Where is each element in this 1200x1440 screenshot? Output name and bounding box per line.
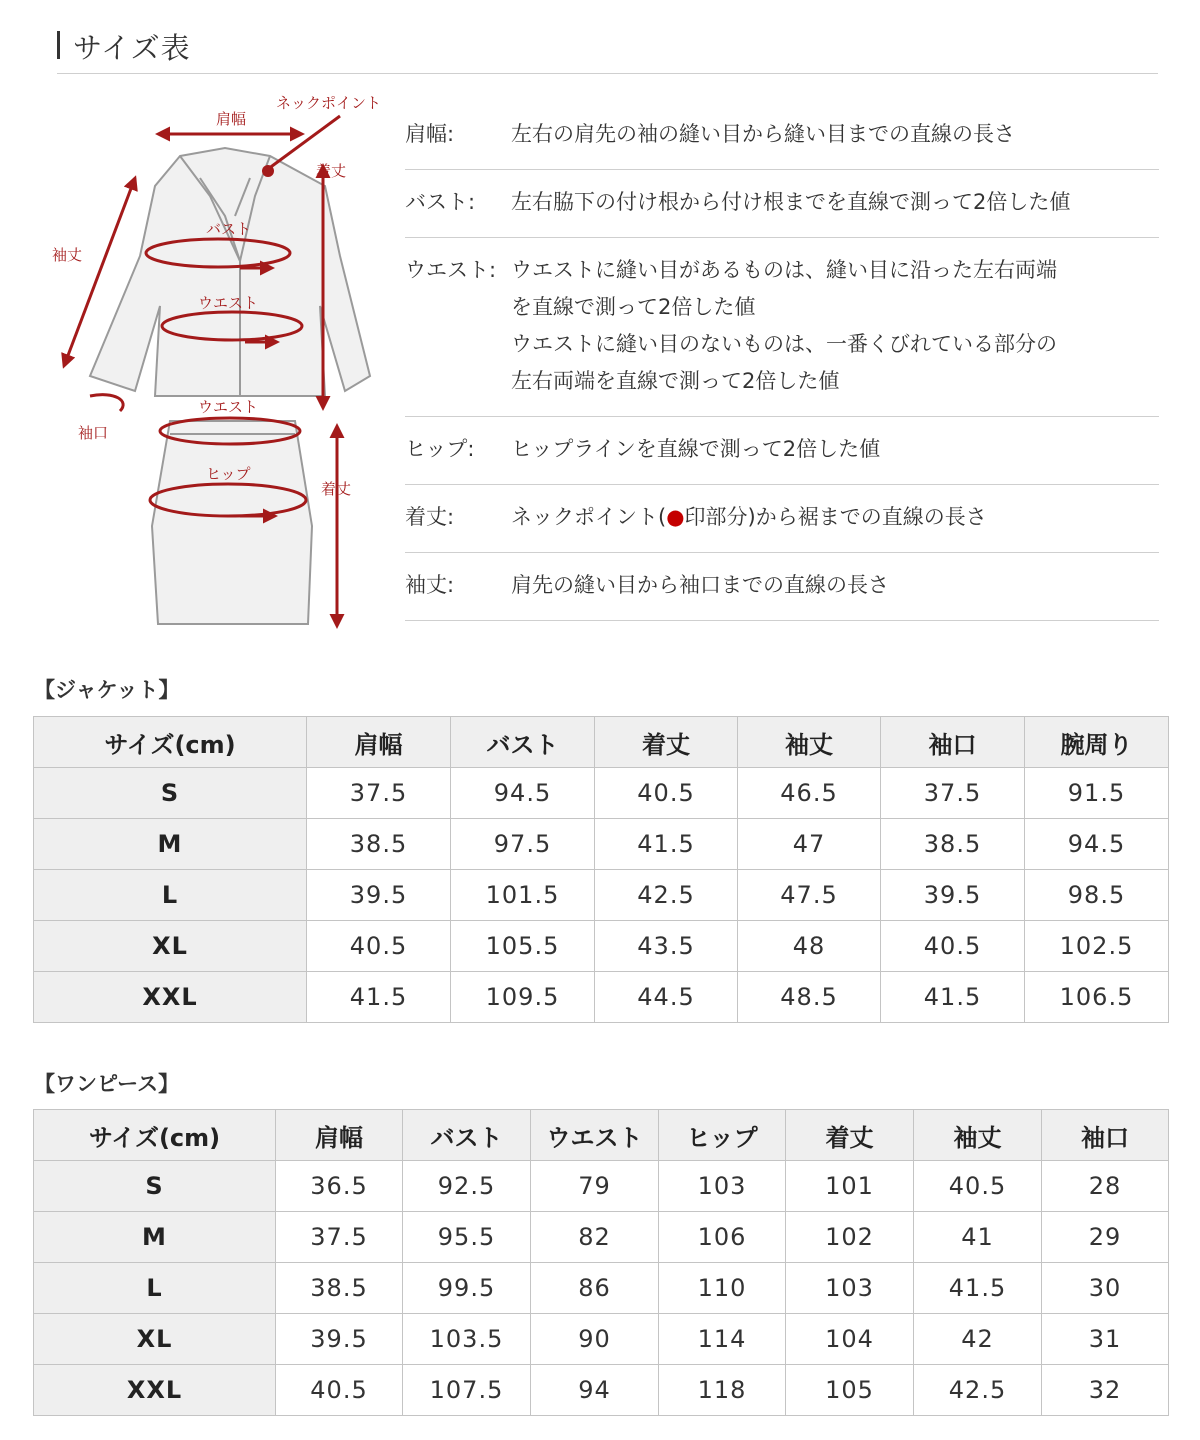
measurement-cell: 110 — [659, 1263, 786, 1314]
definition-term: ヒップ: — [405, 437, 475, 461]
measurement-cell: 103.5 — [403, 1314, 531, 1365]
measurement-cell: 48 — [738, 921, 881, 972]
measurement-cell: 38.5 — [276, 1263, 403, 1314]
table-row — [34, 819, 1169, 870]
measurement-cell: 92.5 — [403, 1161, 531, 1212]
size-label-cell: S — [34, 768, 307, 819]
measurement-cell: 42.5 — [914, 1365, 1042, 1416]
column-header: ウエスト — [531, 1110, 659, 1161]
label-waist-jacket: ウエスト — [198, 294, 259, 312]
measurement-cell: 105 — [786, 1365, 914, 1416]
size-label-cell: M — [34, 1212, 276, 1263]
measurement-cell: 101.5 — [451, 870, 595, 921]
measurement-cell: 29 — [1042, 1212, 1169, 1263]
page-title: サイズ表 — [73, 31, 191, 65]
definition-line: ウエストに縫い目のないものは、一番くびれている部分の — [511, 332, 1057, 356]
measurement-cell: 103 — [659, 1161, 786, 1212]
definition-term: 肩幅: — [405, 122, 455, 146]
column-header: 着丈 — [595, 717, 738, 768]
label-length-skirt: 着丈 — [321, 480, 352, 498]
measurement-cell: 41.5 — [595, 819, 738, 870]
measurement-cell: 44.5 — [595, 972, 738, 1023]
definition-line: を直線で測って2倍した値 — [511, 295, 756, 319]
definition-text: 左右脇下の付け根から付け根までを直線で測って2倍した値 — [511, 190, 1071, 214]
measurement-cell: 31 — [1042, 1314, 1169, 1365]
measurement-cell: 40.5 — [595, 768, 738, 819]
label-waist-skirt: ウエスト — [198, 398, 259, 416]
definition-term: ウエスト: — [405, 258, 497, 282]
measurement-cell: 47 — [738, 819, 881, 870]
measurement-cell: 109.5 — [451, 972, 595, 1023]
column-header: 袖口 — [881, 717, 1025, 768]
table-row — [34, 1314, 1169, 1365]
measurement-cell: 101 — [786, 1161, 914, 1212]
measurement-cell: 103 — [786, 1263, 914, 1314]
definition-text: 肩先の縫い目から袖口までの直線の長さ — [511, 573, 889, 597]
measurement-cell: 43.5 — [595, 921, 738, 972]
measurement-cell: 94.5 — [451, 768, 595, 819]
table-row — [34, 1365, 1169, 1416]
title-accent-bar — [57, 31, 60, 59]
neck-point-dot-icon: ● — [666, 505, 685, 529]
measurement-cell: 105.5 — [451, 921, 595, 972]
column-header: 腕周り — [1025, 717, 1169, 768]
measurement-cell: 94 — [531, 1365, 659, 1416]
definition-length — [405, 485, 1159, 553]
size-label-cell: XXL — [34, 1365, 276, 1416]
table-row — [34, 1212, 1169, 1263]
table-row — [34, 972, 1169, 1023]
definition-hip — [405, 417, 1159, 485]
definition-line: 左右両端を直線で測って2倍した値 — [511, 369, 840, 393]
measurement-cell: 95.5 — [403, 1212, 531, 1263]
measurement-diagram — [40, 86, 400, 646]
measurement-cell: 42 — [914, 1314, 1042, 1365]
measurement-cell: 91.5 — [1025, 768, 1169, 819]
column-header: 袖丈 — [914, 1110, 1042, 1161]
table-row — [34, 768, 1169, 819]
size-label-cell: XXL — [34, 972, 307, 1023]
measurement-cell: 48.5 — [738, 972, 881, 1023]
column-header: バスト — [451, 717, 595, 768]
definition-term: バスト: — [405, 190, 476, 214]
measurement-cell: 37.5 — [276, 1212, 403, 1263]
measurement-cell: 94.5 — [1025, 819, 1169, 870]
definition-waist — [405, 238, 1159, 417]
measurement-cell: 41.5 — [881, 972, 1025, 1023]
definition-text — [511, 499, 1159, 536]
measurement-cell: 40.5 — [881, 921, 1025, 972]
table-row — [34, 870, 1169, 921]
jacket-size-table — [33, 716, 1169, 1023]
measurement-cell: 36.5 — [276, 1161, 403, 1212]
measurement-cell: 37.5 — [881, 768, 1025, 819]
size-label-cell: L — [34, 870, 307, 921]
measurement-cell: 106.5 — [1025, 972, 1169, 1023]
measurement-cell: 90 — [531, 1314, 659, 1365]
measurement-cell: 41.5 — [914, 1263, 1042, 1314]
dress-size-table — [33, 1109, 1169, 1416]
measurement-cell: 114 — [659, 1314, 786, 1365]
measurement-cell: 40.5 — [276, 1365, 403, 1416]
definition-bust — [405, 170, 1159, 238]
table-header-row — [34, 717, 1169, 768]
definition-text-pre: ネックポイント( — [511, 505, 667, 529]
measurement-cell: 42.5 — [595, 870, 738, 921]
column-header: サイズ(cm) — [34, 1110, 276, 1161]
column-header: 着丈 — [786, 1110, 914, 1161]
definition-text: ヒップラインを直線で測って2倍した値 — [511, 437, 881, 461]
size-label-cell: XL — [34, 1314, 276, 1365]
measurement-cell: 107.5 — [403, 1365, 531, 1416]
measurement-cell: 98.5 — [1025, 870, 1169, 921]
label-hip: ヒップ — [206, 465, 251, 483]
section-header — [57, 24, 1158, 74]
measurement-cell: 32 — [1042, 1365, 1169, 1416]
label-bust: バスト — [206, 220, 252, 238]
measurement-cell: 30 — [1042, 1263, 1169, 1314]
measurement-cell: 39.5 — [881, 870, 1025, 921]
measurement-cell: 106 — [659, 1212, 786, 1263]
measurement-cell: 47.5 — [738, 870, 881, 921]
table-row — [34, 1161, 1169, 1212]
column-header: 袖口 — [1042, 1110, 1169, 1161]
measurement-cell: 102 — [786, 1212, 914, 1263]
size-label-cell: XL — [34, 921, 307, 972]
measurement-cell: 39.5 — [276, 1314, 403, 1365]
measurement-cell: 37.5 — [307, 768, 451, 819]
column-header: 肩幅 — [307, 717, 451, 768]
size-label-cell: M — [34, 819, 307, 870]
table-row — [34, 1263, 1169, 1314]
definition-text: 左右の肩先の袖の縫い目から縫い目までの直線の長さ — [511, 122, 1015, 146]
neck-point-marker — [262, 165, 274, 177]
skirt-illustration — [152, 421, 312, 624]
measurement-cell: 102.5 — [1025, 921, 1169, 972]
definition-sleeve — [405, 553, 1159, 621]
measurement-definitions — [405, 108, 1159, 621]
jacket-section-title: 【ジャケット】 — [34, 678, 180, 702]
column-header: ヒップ — [659, 1110, 786, 1161]
label-length-jacket: 着丈 — [316, 162, 347, 180]
definition-text — [511, 252, 1159, 400]
measurement-cell: 40.5 — [914, 1161, 1042, 1212]
measurement-cell: 46.5 — [738, 768, 881, 819]
definition-line: ウエストに縫い目があるものは、縫い目に沿った左右両端 — [511, 258, 1057, 282]
measurement-cell: 41.5 — [307, 972, 451, 1023]
definition-term: 袖丈: — [405, 573, 455, 597]
column-header: 肩幅 — [276, 1110, 403, 1161]
column-header: バスト — [403, 1110, 531, 1161]
measurement-cell: 39.5 — [307, 870, 451, 921]
definition-text-post: 印部分)から裾までの直線の長さ — [684, 505, 987, 529]
measurement-cell: 79 — [531, 1161, 659, 1212]
table-row — [34, 921, 1169, 972]
dress-section-title: 【ワンピース】 — [34, 1072, 180, 1096]
label-sleeve: 袖丈 — [52, 246, 83, 264]
label-shoulder: 肩幅 — [216, 110, 247, 128]
measurement-cell: 38.5 — [881, 819, 1025, 870]
measurement-cell: 28 — [1042, 1161, 1169, 1212]
measurement-cell: 40.5 — [307, 921, 451, 972]
measurement-cell: 104 — [786, 1314, 914, 1365]
column-header: 袖丈 — [738, 717, 881, 768]
measurement-cell: 97.5 — [451, 819, 595, 870]
measurement-cell: 99.5 — [403, 1263, 531, 1314]
label-neck-point: ネックポイント — [276, 94, 382, 112]
label-cuff: 袖口 — [78, 424, 109, 442]
column-header: サイズ(cm) — [34, 717, 307, 768]
size-label-cell: L — [34, 1263, 276, 1314]
measurement-cell: 38.5 — [307, 819, 451, 870]
measurement-cell: 86 — [531, 1263, 659, 1314]
measurement-cell: 118 — [659, 1365, 786, 1416]
table-header-row — [34, 1110, 1169, 1161]
definition-shoulder — [405, 108, 1159, 170]
definition-term: 着丈: — [405, 505, 455, 529]
measurement-cell: 82 — [531, 1212, 659, 1263]
size-label-cell: S — [34, 1161, 276, 1212]
measurement-cell: 41 — [914, 1212, 1042, 1263]
